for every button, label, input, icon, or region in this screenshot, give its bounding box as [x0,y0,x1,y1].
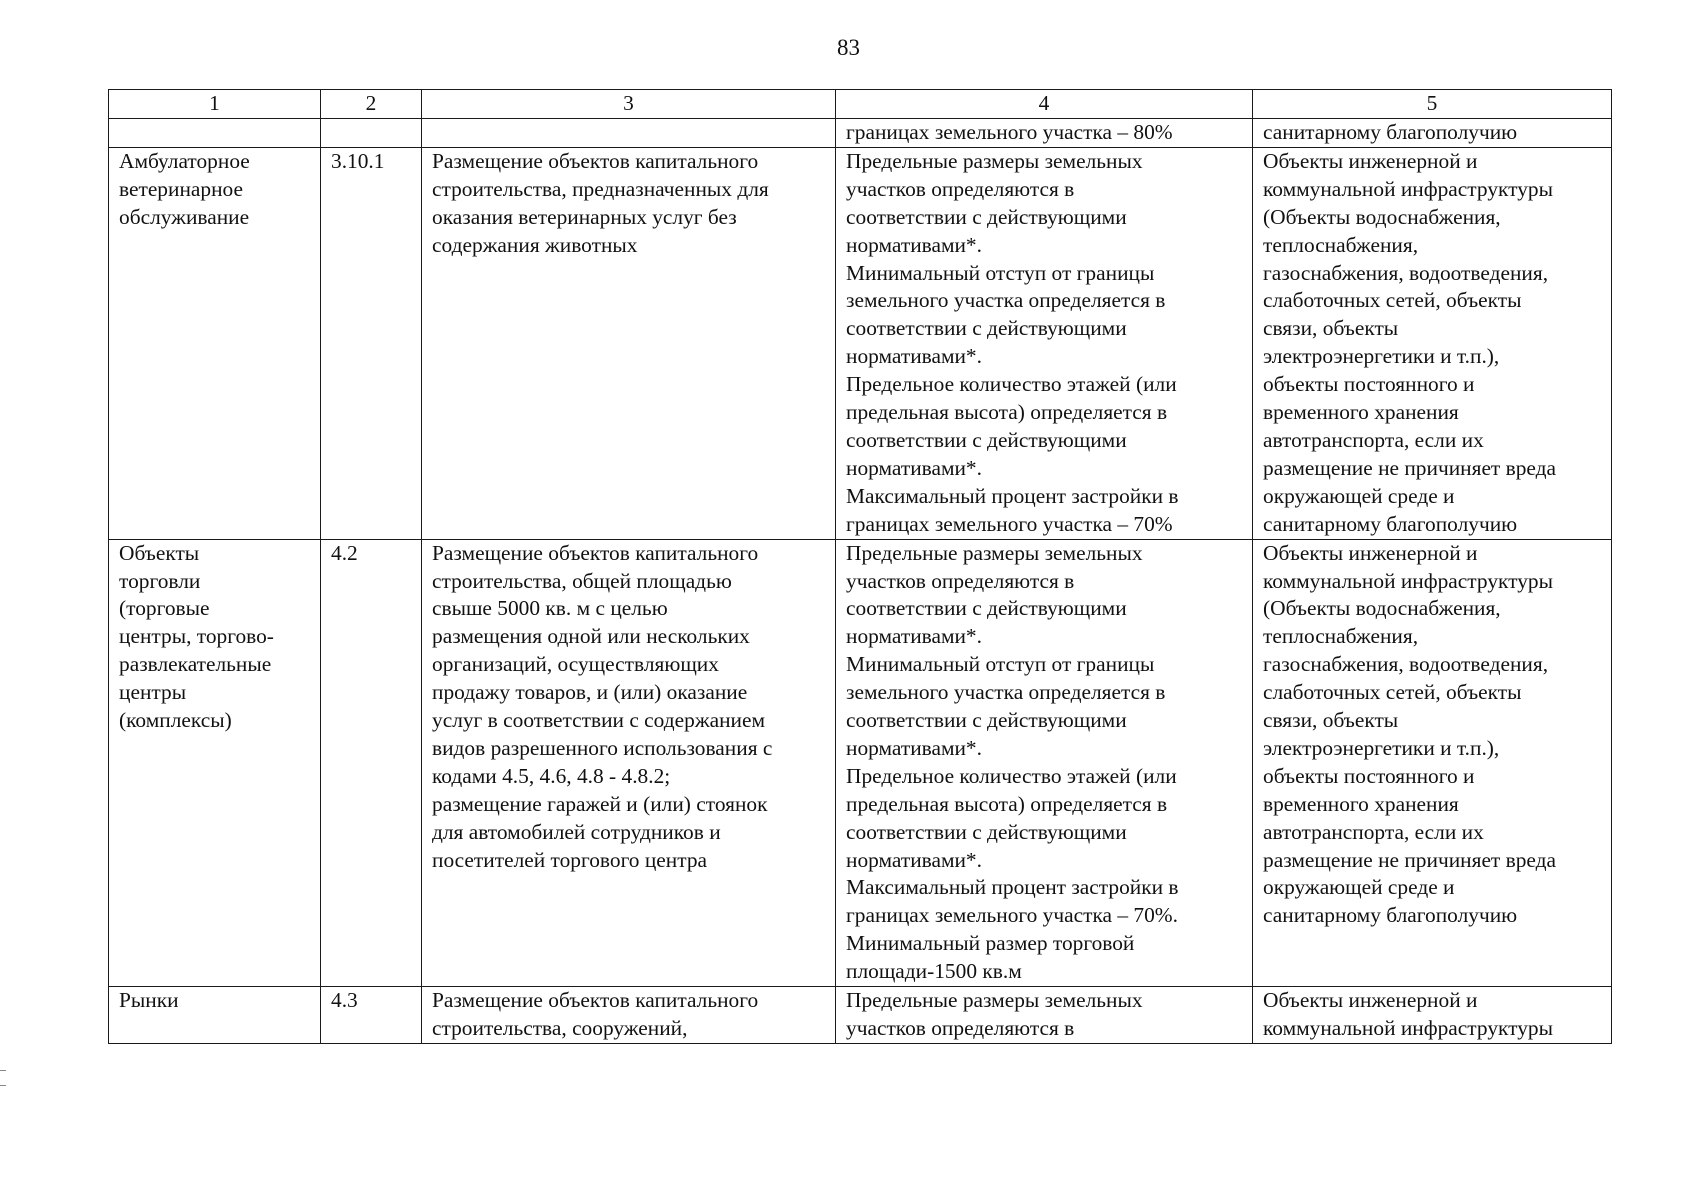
use-name-cell [109,118,321,147]
cell-text-line: размещение не причиняет вреда [1263,455,1557,480]
cell-text-line: санитарному благополучию [1263,119,1518,144]
cell-text-line: нормативами*. [846,455,982,480]
cell-text-line: Минимальный отступ от границы [846,260,1155,285]
auxiliary-uses-cell [1253,118,1612,147]
cell-text-line: Минимальный размер торговой [846,931,1135,956]
use-code-cell [321,147,422,539]
cell-text-line: санитарному благополучию [1263,511,1518,536]
cell-text-line: окружающей среде и [1263,875,1455,900]
cell-text-line: Рынки [119,988,179,1013]
cell-text-line: соответствии с действующими [846,596,1127,621]
cell-text-line: слаботочных сетей, объекты [1263,680,1522,705]
cell-text-line: соответствии с действующими [846,204,1127,229]
cell-text-line: теплоснабжения, [1263,624,1419,649]
cell-text-line: Размещение объектов капитального [432,148,759,173]
column-header: 5 [1253,90,1612,119]
cell-text-line: соответствии с действующими [846,427,1127,452]
cell-text-line: электроэнергетики и т.п.), [1263,735,1500,760]
cell-text-line: свыше 5000 кв. м с целью [432,596,668,621]
cell-text-line: теплоснабжения, [1263,232,1419,257]
cell-text-line: связи, объекты [1263,708,1399,733]
use-parameters-cell [836,147,1253,539]
cell-text-line: оказания ветеринарных услуг без [432,204,737,229]
cell-text-line: объекты постоянного и [1263,763,1475,788]
cell-text-line: Минимальный отступ от границы [846,652,1155,677]
table-row [109,539,1612,987]
cell-text-line: связи, объекты [1263,316,1399,341]
use-name-cell [109,987,321,1044]
cell-text-line: соответствии с действующими [846,708,1127,733]
column-header: 4 [836,90,1253,119]
cell-text-line: ветеринарное [119,176,243,201]
cell-text-line: нормативами*. [846,624,982,649]
cell-text-line: 4.2 [331,540,358,565]
auxiliary-uses-cell [1253,987,1612,1044]
cell-text-line: границах земельного участка – 70%. [846,903,1178,928]
cell-text-line: содержания животных [432,232,638,257]
cell-text-line: организаций, осуществляющих [432,652,719,677]
cell-text-line: коммунальной инфраструктуры [1263,1016,1553,1040]
cell-text-line: соответствии с действующими [846,316,1127,341]
cell-text-line: нормативами*. [846,847,982,872]
use-name-cell [109,539,321,987]
cell-text-line: центры, торгово- [119,624,274,649]
cell-text-line: Амбулаторное [119,148,250,173]
cell-text-line: Объекты инженерной и [1263,148,1478,173]
cell-text-line: участков определяются в [846,568,1075,593]
use-description-cell [422,118,836,147]
cell-text-line: Предельные размеры земельных [846,540,1143,565]
use-description-cell [422,147,836,539]
table-row [109,118,1612,147]
cell-text-line: объекты постоянного и [1263,372,1475,397]
column-header: 1 [109,90,321,119]
cell-text-line: временного хранения [1263,791,1459,816]
table-row [109,147,1612,539]
cell-text-line: соответствии с действующими [846,819,1127,844]
cell-text-line: Объекты инженерной и [1263,540,1478,565]
land-use-table [108,89,1612,1044]
cell-text-line: земельного участка определяется в [846,288,1166,313]
cell-text-line: развлекательные [119,652,272,677]
cell-text-line: кодами 4.5, 4.6, 4.8 - 4.8.2; [432,763,671,788]
cell-text-line: Объекты инженерной и [1263,988,1478,1013]
cell-text-line: Размещение объектов капитального [432,540,759,565]
cell-text-line: обслуживание [119,204,250,229]
cell-text-line: (Объекты водоснабжения, [1263,596,1501,621]
use-code-cell [321,987,422,1044]
cell-text-line: 4.3 [331,988,358,1013]
cell-text-line: (Объекты водоснабжения, [1263,204,1501,229]
cell-text-line: нормативами*. [846,735,982,760]
auxiliary-uses-cell [1253,539,1612,987]
cell-text-line: нормативами*. [846,232,982,257]
cell-text-line: санитарному благополучию [1263,903,1518,928]
cell-text-line: торговли [119,568,201,593]
table-row [109,987,1612,1044]
cell-text-line: окружающей среде и [1263,483,1455,508]
cell-text-line: Предельные размеры земельных [846,988,1143,1013]
cell-text-line: коммунальной инфраструктуры [1263,568,1553,593]
scan-edge-mark [0,1070,6,1086]
use-parameters-cell [836,987,1253,1044]
cell-text-line: размещение не причиняет вреда [1263,847,1557,872]
cell-text-line: Предельное количество этажей (или [846,372,1177,397]
cell-text-line: газоснабжения, водоотведения, [1263,260,1549,285]
cell-text-line: размещение гаражей и (или) стоянок [432,791,768,816]
use-parameters-cell [836,118,1253,147]
cell-text-line: Максимальный процент застройки в [846,483,1179,508]
use-code-cell [321,539,422,987]
cell-text-line: участков определяются в [846,1016,1075,1040]
cell-text-line: предельная высота) определяется в [846,791,1168,816]
cell-text-line: границах земельного участка – 70% [846,511,1173,536]
cell-text-line: автотранспорта, если их [1263,819,1484,844]
cell-text-line: участков определяются в [846,176,1075,201]
cell-text-line: видов разрешенного использования с [432,735,773,760]
cell-text-line: нормативами*. [846,344,982,369]
cell-text-line: центры [119,680,187,705]
use-parameters-cell [836,539,1253,987]
cell-text-line: границах земельного участка – 80% [846,119,1173,144]
column-number-row [109,90,1612,119]
cell-text-line: Максимальный процент застройки в [846,875,1179,900]
cell-text-line: размещения одной или нескольких [432,624,750,649]
cell-text-line: строительства, общей площадью [432,568,732,593]
use-code-cell [321,118,422,147]
use-description-cell [422,539,836,987]
cell-text-line: строительства, предназначенных для [432,176,769,201]
cell-text-line: 3.10.1 [331,148,385,173]
cell-text-line: газоснабжения, водоотведения, [1263,652,1549,677]
cell-text-line: Предельные размеры земельных [846,148,1143,173]
cell-text-line: Размещение объектов капитального [432,988,759,1013]
page-number: 83 [837,35,860,60]
column-header: 2 [321,90,422,119]
cell-text-line: (торговые [119,596,210,621]
auxiliary-uses-cell [1253,147,1612,539]
cell-text-line: коммунальной инфраструктуры [1263,176,1553,201]
table-body [109,118,1612,1043]
column-header: 3 [422,90,836,119]
cell-text-line: Предельное количество этажей (или [846,763,1177,788]
cell-text-line: Объекты [119,540,200,565]
cell-text-line: для автомобилей сотрудников и [432,819,721,844]
cell-text-line: (комплексы) [119,708,232,733]
cell-text-line: площади-1500 кв.м [846,959,1022,984]
cell-text-line: посетителей торгового центра [432,847,708,872]
cell-text-line: автотранспорта, если их [1263,427,1484,452]
cell-text-line: предельная высота) определяется в [846,400,1168,425]
cell-text-line: земельного участка определяется в [846,680,1166,705]
use-name-cell [109,147,321,539]
cell-text-line: услуг в соответствии с содержанием [432,708,766,733]
cell-text-line: временного хранения [1263,400,1459,425]
cell-text-line: слаботочных сетей, объекты [1263,288,1522,313]
cell-text-line: строительства, сооружений, [432,1016,688,1040]
use-description-cell [422,987,836,1044]
cell-text-line: электроэнергетики и т.п.), [1263,344,1500,369]
cell-text-line: продажу товаров, и (или) оказание [432,680,748,705]
